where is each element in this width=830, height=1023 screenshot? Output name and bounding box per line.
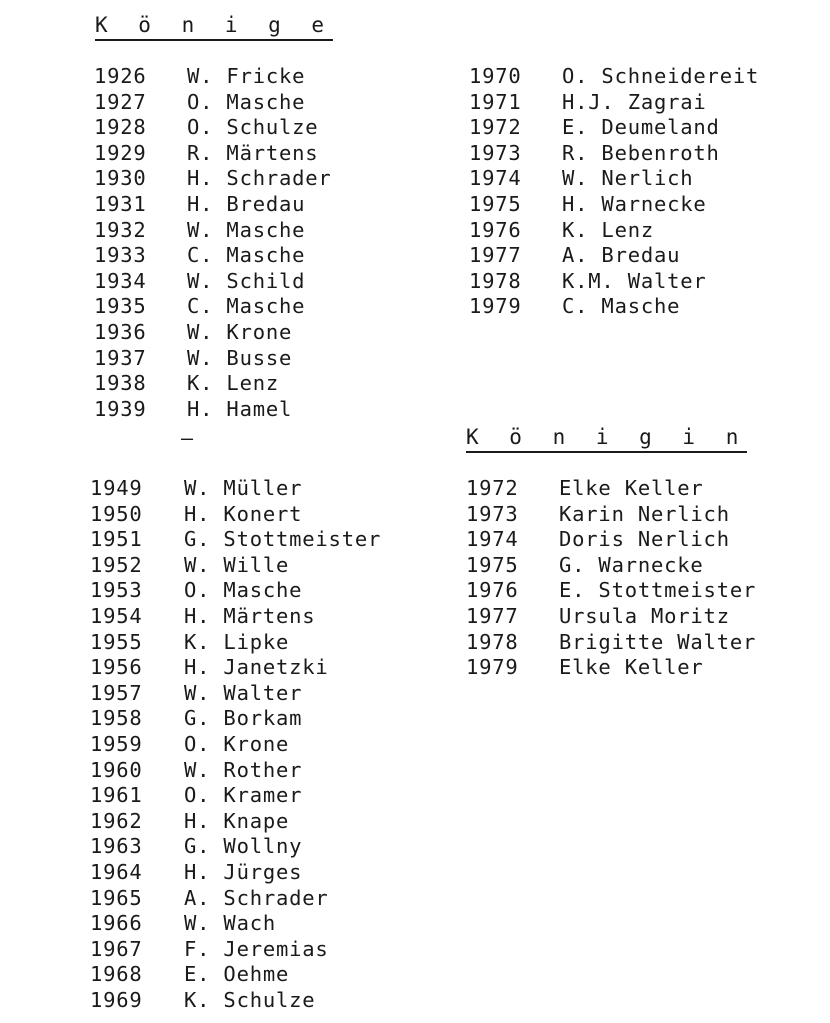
year: 1973 — [469, 140, 522, 165]
name: H. Märtens — [184, 603, 316, 628]
name: W. Walter — [184, 680, 303, 705]
year: 1934 — [94, 268, 147, 293]
year: 1966 — [90, 911, 143, 936]
year: 1963 — [90, 834, 143, 859]
list-item — [90, 783, 381, 809]
list-item — [466, 630, 756, 656]
year: 1931 — [94, 191, 147, 216]
list-item — [94, 320, 332, 346]
name: H. Bredau — [187, 191, 306, 216]
year: 1951 — [90, 527, 143, 552]
list-item — [94, 397, 332, 423]
list-item — [90, 655, 381, 681]
list-item — [94, 192, 332, 218]
year: 1974 — [466, 527, 519, 552]
gap-separator: – — [181, 426, 194, 450]
list-item — [469, 141, 759, 167]
name: K. Schulze — [184, 987, 316, 1012]
list-item — [90, 860, 381, 886]
year: 1977 — [466, 603, 519, 628]
year: 1962 — [90, 808, 143, 833]
year: 1978 — [469, 268, 522, 293]
name: Ursula Moritz — [559, 603, 730, 628]
year: 1970 — [469, 64, 522, 88]
year: 1960 — [90, 757, 143, 782]
list-item — [90, 834, 381, 860]
name: H. Hamel — [187, 396, 293, 421]
list-item — [94, 294, 332, 320]
list-item — [466, 527, 756, 553]
year: 1968 — [90, 962, 143, 987]
name: W. Nerlich — [562, 166, 694, 191]
name: K. Lipke — [184, 629, 290, 654]
list-item — [469, 294, 759, 320]
name: H. Warnecke — [562, 191, 707, 216]
name: O. Schneidereit — [562, 64, 760, 88]
name: G. Wollny — [184, 834, 303, 859]
list-item — [90, 630, 381, 656]
year: 1958 — [90, 706, 143, 731]
year: 1957 — [90, 680, 143, 705]
list-item — [90, 937, 381, 963]
koenigin-list — [466, 476, 756, 681]
name: C. Masche — [562, 294, 681, 319]
list-item — [90, 962, 381, 988]
name: W. Wach — [184, 911, 276, 936]
koenige-list-1926-1939 — [94, 64, 332, 422]
list-item — [466, 655, 756, 681]
year: 1967 — [90, 936, 143, 961]
year: 1955 — [90, 629, 143, 654]
year: 1939 — [94, 396, 147, 421]
name: Elke Keller — [559, 476, 704, 500]
name: Doris Nerlich — [559, 527, 730, 552]
name: E. Stottmeister — [559, 578, 757, 603]
name: A. Bredau — [562, 243, 681, 268]
list-item — [94, 166, 332, 192]
year: 1949 — [90, 476, 143, 500]
list-item — [469, 243, 759, 269]
name: G. Borkam — [184, 706, 303, 731]
list-item — [90, 758, 381, 784]
list-item — [466, 502, 756, 528]
year: 1950 — [90, 501, 143, 526]
list-item — [469, 115, 759, 141]
list-item — [94, 141, 332, 167]
name: G. Warnecke — [559, 552, 704, 577]
koenigin-heading: K ö n i g i n — [466, 426, 747, 453]
list-item — [90, 604, 381, 630]
name: E. Deumeland — [562, 115, 720, 140]
list-item — [90, 911, 381, 937]
name: Brigitte Walter — [559, 629, 757, 654]
year: 1928 — [94, 115, 147, 140]
name: C. Masche — [187, 243, 306, 268]
year: 1972 — [469, 115, 522, 140]
name: W. Schild — [187, 268, 306, 293]
list-item — [90, 886, 381, 912]
list-item — [466, 553, 756, 579]
name: O. Kramer — [184, 783, 303, 808]
year: 1965 — [90, 885, 143, 910]
name: H. Janetzki — [184, 655, 329, 680]
year: 1976 — [469, 217, 522, 242]
list-item — [90, 476, 381, 502]
name: A. Schrader — [184, 885, 329, 910]
name: H. Schrader — [187, 166, 332, 191]
year: 1972 — [466, 476, 519, 500]
name: R. Märtens — [187, 140, 319, 165]
year: 1978 — [466, 629, 519, 654]
list-item — [90, 578, 381, 604]
list-item — [469, 166, 759, 192]
year: 1932 — [94, 217, 147, 242]
year: 1933 — [94, 243, 147, 268]
koenige-list-1949-1969 — [90, 476, 381, 1013]
year: 1954 — [90, 603, 143, 628]
list-item — [90, 502, 381, 528]
year: 1959 — [90, 731, 143, 756]
list-item — [466, 476, 756, 502]
year: 1952 — [90, 552, 143, 577]
year: 1953 — [90, 578, 143, 603]
list-item — [90, 988, 381, 1014]
koenige-heading: K ö n i g e — [95, 14, 333, 41]
list-item — [94, 64, 332, 90]
year: 1964 — [90, 859, 143, 884]
name: H.J. Zagrai — [562, 89, 707, 114]
name: C. Masche — [187, 294, 306, 319]
name: G. Stottmeister — [184, 527, 382, 552]
list-item — [469, 192, 759, 218]
year: 1935 — [94, 294, 147, 319]
year: 1926 — [94, 64, 147, 88]
year: 1969 — [90, 987, 143, 1012]
name: W. Masche — [187, 217, 306, 242]
name: H. Jürges — [184, 859, 303, 884]
name: O. Krone — [184, 731, 290, 756]
list-item — [94, 243, 332, 269]
year: 1930 — [94, 166, 147, 191]
year: 1973 — [466, 501, 519, 526]
name: O. Masche — [187, 89, 306, 114]
year: 1979 — [469, 294, 522, 319]
year: 1974 — [469, 166, 522, 191]
list-item — [90, 681, 381, 707]
name: W. Rother — [184, 757, 303, 782]
year: 1977 — [469, 243, 522, 268]
list-item — [90, 809, 381, 835]
list-item — [90, 553, 381, 579]
list-item — [90, 527, 381, 553]
year: 1976 — [466, 578, 519, 603]
list-item — [90, 706, 381, 732]
name: K.M. Walter — [562, 268, 707, 293]
list-item — [469, 90, 759, 116]
name: H. Konert — [184, 501, 303, 526]
list-item — [466, 604, 756, 630]
list-item — [90, 732, 381, 758]
name: K. Lenz — [187, 371, 279, 396]
name: K. Lenz — [562, 217, 654, 242]
name: Elke Keller — [559, 655, 704, 680]
year: 1975 — [469, 191, 522, 216]
name: W. Müller — [184, 476, 303, 500]
year: 1975 — [466, 552, 519, 577]
list-item — [94, 90, 332, 116]
year: 1956 — [90, 655, 143, 680]
list-item — [469, 269, 759, 295]
name: Karin Nerlich — [559, 501, 730, 526]
name: O. Masche — [184, 578, 303, 603]
year: 1971 — [469, 89, 522, 114]
name: O. Schulze — [187, 115, 319, 140]
name: H. Knape — [184, 808, 290, 833]
list-item — [94, 371, 332, 397]
list-item — [469, 218, 759, 244]
year: 1937 — [94, 345, 147, 370]
list-item — [466, 578, 756, 604]
name: W. Busse — [187, 345, 293, 370]
list-item — [94, 346, 332, 372]
name: R. Bebenroth — [562, 140, 720, 165]
name: W. Fricke — [187, 64, 306, 88]
list-item — [94, 218, 332, 244]
year: 1927 — [94, 89, 147, 114]
name: W. Krone — [187, 319, 293, 344]
name: E. Oehme — [184, 962, 290, 987]
year: 1979 — [466, 655, 519, 680]
list-item — [94, 115, 332, 141]
year: 1936 — [94, 319, 147, 344]
koenige-list-1970-1979 — [469, 64, 759, 320]
list-item — [469, 64, 759, 90]
name: W. Wille — [184, 552, 290, 577]
year: 1961 — [90, 783, 143, 808]
name: F. Jeremias — [184, 936, 329, 961]
year: 1938 — [94, 371, 147, 396]
year: 1929 — [94, 140, 147, 165]
list-item — [94, 269, 332, 295]
